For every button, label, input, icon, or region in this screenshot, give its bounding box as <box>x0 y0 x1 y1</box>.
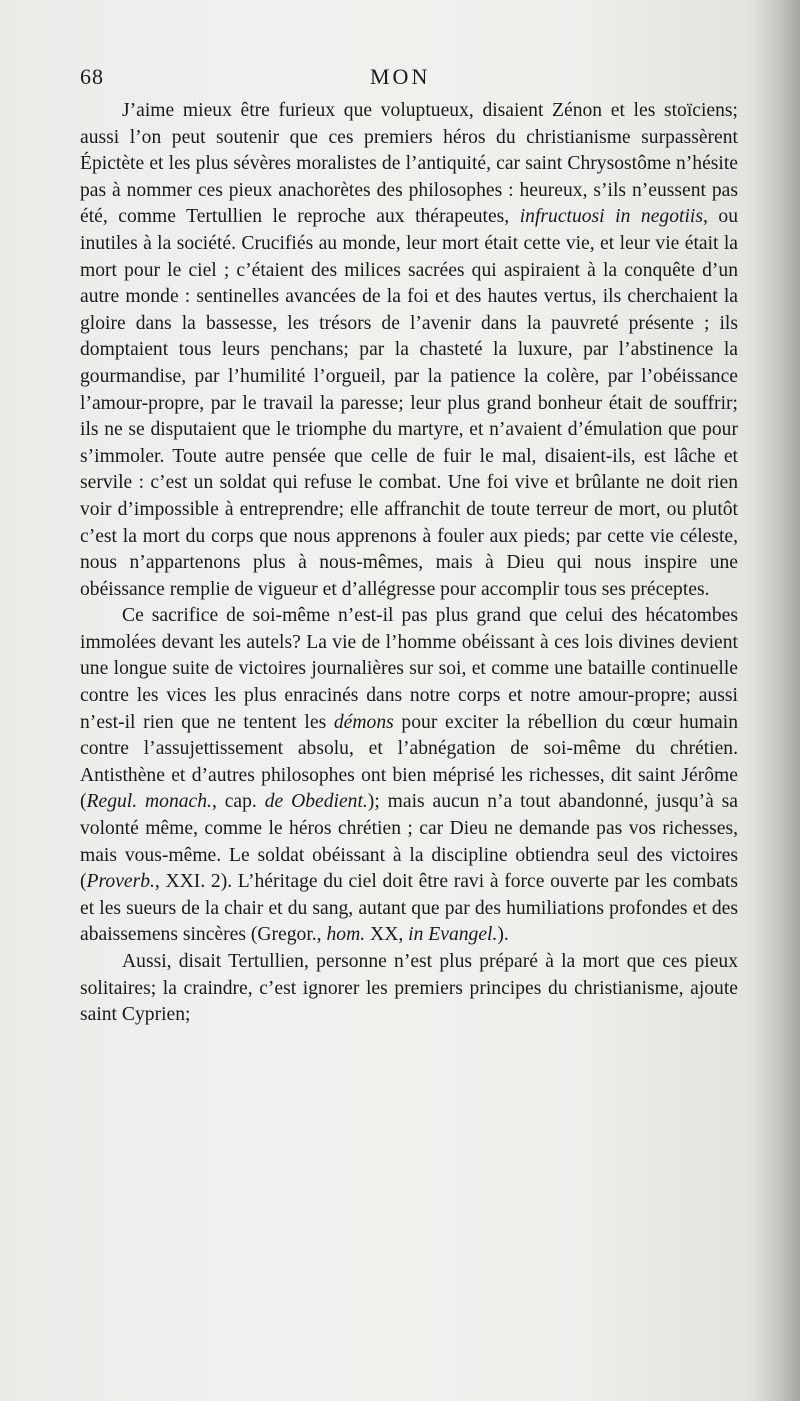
page-number: 68 <box>80 64 104 89</box>
paragraph-3 <box>80 949 738 1029</box>
running-head: MON <box>370 64 431 89</box>
text-segment: , cap. <box>211 791 265 813</box>
italic-segment: Regul. monach. <box>86 791 212 813</box>
page-header <box>80 64 738 94</box>
text-segment: Aussi, disait Tertullien, personne n’est plus préparé à la mort que ces pieux solitaires; la craindre, c’est ignorer les premiers principes du christianisme, ajoute saint Cyprien; <box>80 951 738 1026</box>
binding-gutter-shadow <box>754 0 800 1401</box>
text-segment: ); mais aucun n’a tout abandonné, jusqu’à sa volonté même, comme le héros chrétien ; car Dieu ne demande pas vos richesses, mais vous-même. Le soldat obéissant à la discipline obtiendra seul des victoires ( <box>80 791 738 893</box>
text-segment: , XXI. 2). L’héritage du ciel doit être ravi à force ouverte par les combats et les sueurs de la chair et du sang, autant que par des humiliations profondes et des abaissemens sincères (Gregor., <box>80 871 738 946</box>
italic-segment: infructuosi in negotiis <box>519 206 703 228</box>
paragraph-2 <box>80 603 738 949</box>
text-segment: J’aime mieux être furieux que voluptueux, disaient Zénon et les stoïciens; aussi l’on peut soutenir que ces premiers héros du christianisme surpassèrent Épictète et les plus sévères moralistes de l’antiquité, car saint Chrysostôme n’hésite pas à nommer ces pieux anachorètes des philosophes : heureux, s’ils n’eussent pas été, comme Tertullien le reproche aux thérapeutes, <box>80 100 738 228</box>
italic-segment: Proverb. <box>86 871 155 893</box>
paragraph-1 <box>80 98 738 603</box>
italic-segment: in Evangel. <box>408 924 498 946</box>
text-segment: XX, <box>365 924 409 946</box>
text-segment: ). <box>497 924 509 946</box>
text-segment: Ce sacrifice de soi-même n’est-il pas plus grand que celui des hécatombes immolées devant les autels? La vie de l’homme obéissant à ces lois divines devient une longue suite de victoires journalières sur soi, et comme une bataille continuelle contre les vices les plus enracinés dans notre corps et notre amour-propre; aussi n’est-il rien que ne tentent les <box>80 605 738 733</box>
body-text <box>80 98 738 1029</box>
italic-segment: démons <box>333 711 394 733</box>
text-segment: pour exciter la rébellion du cœur humain contre l’assujettissement absolu, et l’abnégation de soi-même du chrétien. Antisthène et d’autres philosophes ont bien méprisé les richesses, dit saint Jérôme ( <box>80 711 738 813</box>
italic-segment: hom. <box>326 924 366 946</box>
text-segment: , ou inutiles à la société. Crucifiés au monde, leur mort était cette vie, et leur vie était la mort pour le ciel ; c’étaient des milices sacrées qui aspiraient à la conquête d’un autre monde : sentinelles avancées de la foi et des hautes vertus, ils cherchaient la gloire dans la bassesse, les trésors de l’avenir dans la pauvreté présente ; ils domptaient tous leurs penchans; par la chasteté la luxure, par l’abstinence la gourmandise, par l’humilité l’orgueil, par la patience la colère, par l’obéissance l’amour-propre, par le travail la paresse; leur plus grand bonheur était de souffrir; ils ne se disputaient que le triomphe du martyre, et n’avaient d’émulation que pour s’immoler. Toute autre pensée que celle de fuir le mal, disaient-ils, est lâche et servile : c’est un soldat qui refuse le combat. Une foi vive et brûlante ne doit rien voir d’impossible à entreprendre; elle affranchit de toute terreur de mort, ou plutôt c’est la mort du corps que nous apprenons à fouler aux pieds; par cette vie céleste, nous n’appartenons plus à nous-mêmes, mais à Dieu qui nous inspire une obéissance remplie de vigueur et d’allégresse pour accomplir tous ses préceptes. <box>80 206 739 600</box>
italic-segment: de Obedient. <box>264 791 368 813</box>
